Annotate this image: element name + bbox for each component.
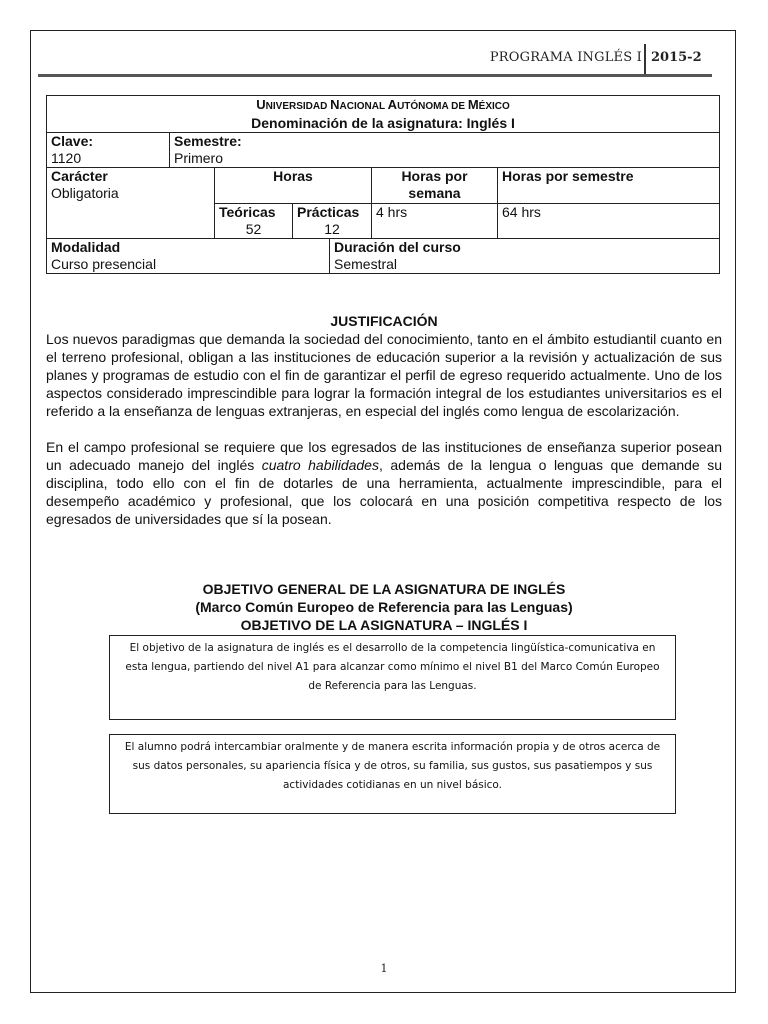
horas-semestre-header: Horas por semestre bbox=[498, 168, 720, 204]
cuatro-habilidades-emphasis: cuatro habilidades bbox=[261, 457, 379, 473]
semestre-label: Semestre: bbox=[174, 133, 242, 149]
university-name: UNIVERSIDAD NACIONAL AUTÓNOMA DE MÉXICO bbox=[256, 97, 510, 112]
teoricas-value: 52 bbox=[245, 221, 262, 237]
practicas-label: Prácticas bbox=[297, 204, 360, 220]
horas-semana-value: 4 hrs bbox=[372, 204, 498, 239]
header-program: PROGRAMA INGLÉS I bbox=[489, 50, 642, 65]
objetivo-title: OBJETIVO GENERAL DE LA ASIGNATURA DE INGLÉS bbox=[202, 581, 566, 597]
modalidad-cell bbox=[47, 239, 330, 274]
header-rule bbox=[38, 74, 712, 77]
modalidad-label: Modalidad bbox=[51, 239, 121, 255]
objetivo-subtitle: (Marco Común Europeo de Referencia para las Lenguas) bbox=[195, 599, 573, 615]
caracter-value: Obligatoria bbox=[51, 185, 119, 201]
practicas-value: 12 bbox=[324, 221, 340, 237]
objetivo-ingles-i-title: OBJETIVO DE LA ASIGNATURA – INGLÉS I bbox=[240, 617, 528, 633]
page-number: 1 bbox=[380, 962, 388, 975]
practicas-cell bbox=[293, 204, 372, 239]
duracion-value: Semestral bbox=[334, 256, 398, 272]
course-denomination: Denominación de la asignatura: Inglés I bbox=[251, 115, 515, 131]
table-title-cell bbox=[47, 96, 720, 133]
justificacion-paragraph-1: Los nuevos paradigmas que demanda la sociedad del conocimiento, tanto en el ámbito estudiantil cuanto en el terreno profesional, obligan a las instituciones de educación superior a la revisión y actualización de sus planes y programas de estudio con el fin de garantizar el perfil de egreso requerido actualmente. Uno de los aspectos considerado imprescindible para lograr la formación integral de los estudiantes universitarios es el referido a la enseñanza de lenguas extranjeras, en especial del inglés como lengua de escolarización. bbox=[46, 331, 722, 419]
justificacion-section bbox=[46, 313, 722, 528]
duracion-label: Duración del curso bbox=[334, 239, 461, 255]
justificacion-title: JUSTIFICACIÓN bbox=[330, 313, 438, 329]
horas-semestre-value: 64 hrs bbox=[498, 204, 720, 239]
horas-semana-header: Horas por semana bbox=[372, 168, 498, 204]
justificacion-paragraph-2: En el campo profesional se requiere que los egresados de las instituciones de enseñanza superior posean un adecuado manejo del inglés cuatro habilidades, además de la lengua o lenguas que demande su disciplina, todo ello con el fin de dotarles de una herramienta, actualmente imprescindible, para el desempeño académico y profesional, que los colocará en una posición competitiva respecto de los egresados de universidades que sí la posean. bbox=[46, 439, 722, 527]
semestre-value: Primero bbox=[174, 150, 224, 166]
header-year: 2015-2 bbox=[651, 50, 702, 65]
caracter-label: Carácter bbox=[51, 168, 108, 184]
modalidad-value: Curso presencial bbox=[51, 256, 157, 272]
duracion-cell bbox=[330, 239, 720, 274]
caracter-cell bbox=[47, 168, 215, 239]
objetivo-general-box: El objetivo de la asignatura de inglés es el desarrollo de la competencia lingüística-comunicativa en esta lengua, partiendo del nivel A1 para alcanzar como mínimo el nivel B1 del Marco Común Europeo de Referencia para las Lenguas. bbox=[109, 635, 676, 720]
course-info-table bbox=[46, 95, 720, 274]
objetivo-section bbox=[46, 580, 722, 634]
clave-label: Clave: bbox=[51, 133, 94, 149]
teoricas-cell bbox=[215, 204, 293, 239]
clave-cell bbox=[47, 133, 170, 168]
clave-value: 1120 bbox=[51, 150, 82, 166]
semestre-cell bbox=[170, 133, 720, 168]
horas-header: Horas bbox=[215, 168, 372, 204]
header-separator bbox=[644, 44, 646, 74]
objetivo-ingles-i-box: El alumno podrá intercambiar oralmente y de manera escrita información propia y de otros acerca de sus datos personales, su apariencia física y de otros, su familia, sus gustos, sus pasatiempos y sus actividades cotidianas en un nivel básico. bbox=[109, 734, 676, 814]
teoricas-label: Teóricas bbox=[219, 204, 276, 220]
